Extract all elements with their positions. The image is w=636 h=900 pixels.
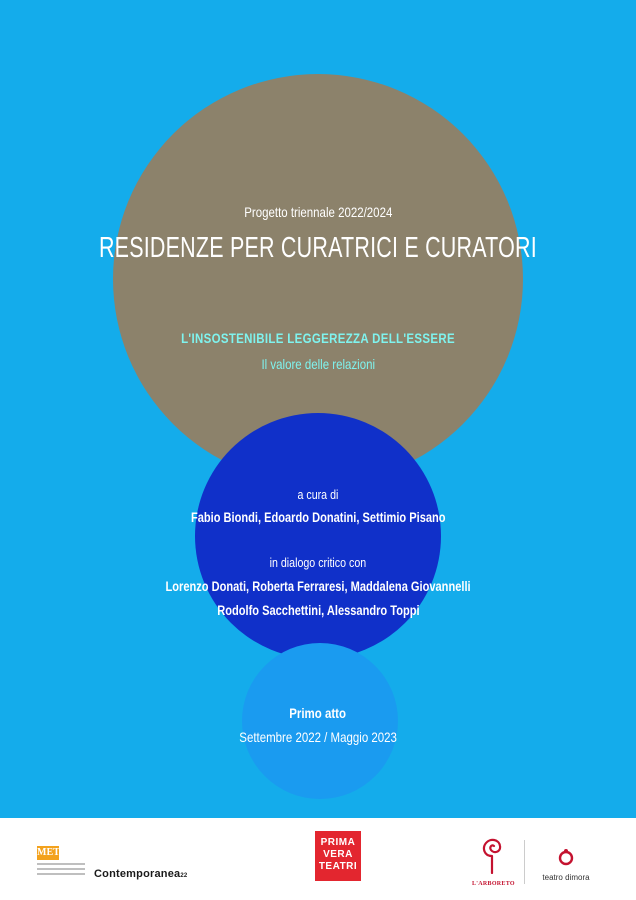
project-kicker: Progetto triennale 2022/2024 [243,204,393,220]
critics-names-line2: Rodolfo Sacchettini, Alessandro Toppi [216,603,420,618]
event-dates: Settembre 2022 / Maggio 2023 [239,729,397,745]
critics-names-line1: Lorenzo Donati, Roberta Ferraresi, Maddalena Giovannelli [165,579,471,594]
light-blue-circle [242,643,398,799]
act-label: Primo atto [289,705,347,721]
footer-divider [524,840,525,884]
contemporanea-logo: Contemporanea22 [94,868,188,880]
teatro-dimora-logo: teatro dimora [536,848,596,882]
page-title: RESIDENZE PER CURATRICI E CURATORI [99,232,537,264]
primavera-teatri-logo: PRIMA VERA TEATRI [315,831,361,881]
dialogue-label: in dialogo critico con [269,555,367,570]
subtitle: L'INSOSTENIBILE LEGGEREZZA DELL'ESSERE [181,330,455,346]
curators-names: Fabio Biondi, Edoardo Donatini, Settimio Pisano [190,510,446,525]
subtitle-secondary: Il valore delle relazioni [261,356,375,372]
spiral-tree-icon [479,834,505,874]
sponsor-footer [0,818,636,900]
met-logo: MET [37,846,89,882]
navy-circle [195,413,441,659]
curated-by-label: a cura di [297,487,339,502]
arboreto-logo: L'ARBORETO [472,834,512,888]
dimora-mark-icon [556,848,576,866]
